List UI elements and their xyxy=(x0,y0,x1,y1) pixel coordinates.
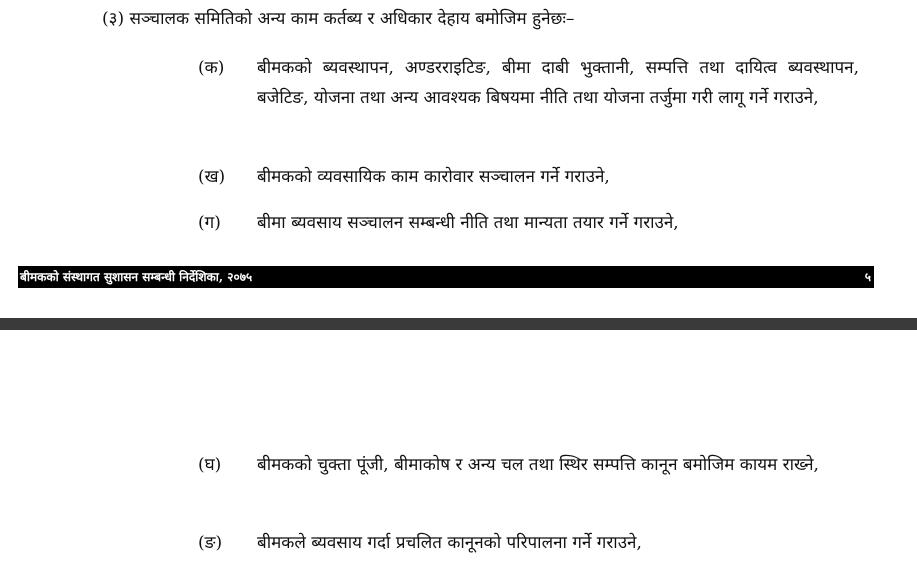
item-label: (ख) xyxy=(198,167,226,187)
page-separator xyxy=(0,318,917,330)
item-text: बीमकको व्यवसायिक काम कारोवार सञ्चालन गर्ने गराउने, xyxy=(257,167,610,187)
item-text: बीमकको चुक्ता पूंजी, बीमाकोष र अन्य चल तथा स्थिर सम्पत्ति कानून बमोजिम कायम राख्ने, xyxy=(257,455,819,475)
item-text: बीमकको ब्यवस्थापन, अण्डरराइटिङ, बीमा दाबी भुक्तानी, सम्पत्ति तथा दायित्व ब्यवस्थापन, बजेटिङ, योजना तथा अन्य आवश्यक बिषयमा नीति तथा योजना तर्जुमा गरी लागू गर्ने गराउने, xyxy=(257,58,859,108)
item-label: (घ) xyxy=(198,455,222,475)
section-heading: (३) सञ्चालक समितिको अन्य काम कर्तब्य र अधिकार देहाय बमोजिम हुनेछः– xyxy=(102,9,575,29)
item-text: बीमा ब्यवसाय सञ्चालन सम्बन्धी नीति तथा मान्यता तयार गर्ने गराउने, xyxy=(257,213,679,233)
footer-title: बीमकको संस्थागत सुशासन सम्बन्धी निर्देशिका, २०७५ xyxy=(20,270,253,284)
item-label: (क) xyxy=(198,58,225,78)
item-text: बीमकले ब्यवसाय गर्दा प्रचलित कानूनको परिपालना गर्ने गराउने, xyxy=(257,533,642,553)
page-number: ५ xyxy=(864,270,871,284)
document-page-lower xyxy=(0,330,917,571)
item-label: (ङ) xyxy=(198,533,223,553)
page-footer xyxy=(18,266,874,288)
item-label: (ग) xyxy=(198,213,221,233)
